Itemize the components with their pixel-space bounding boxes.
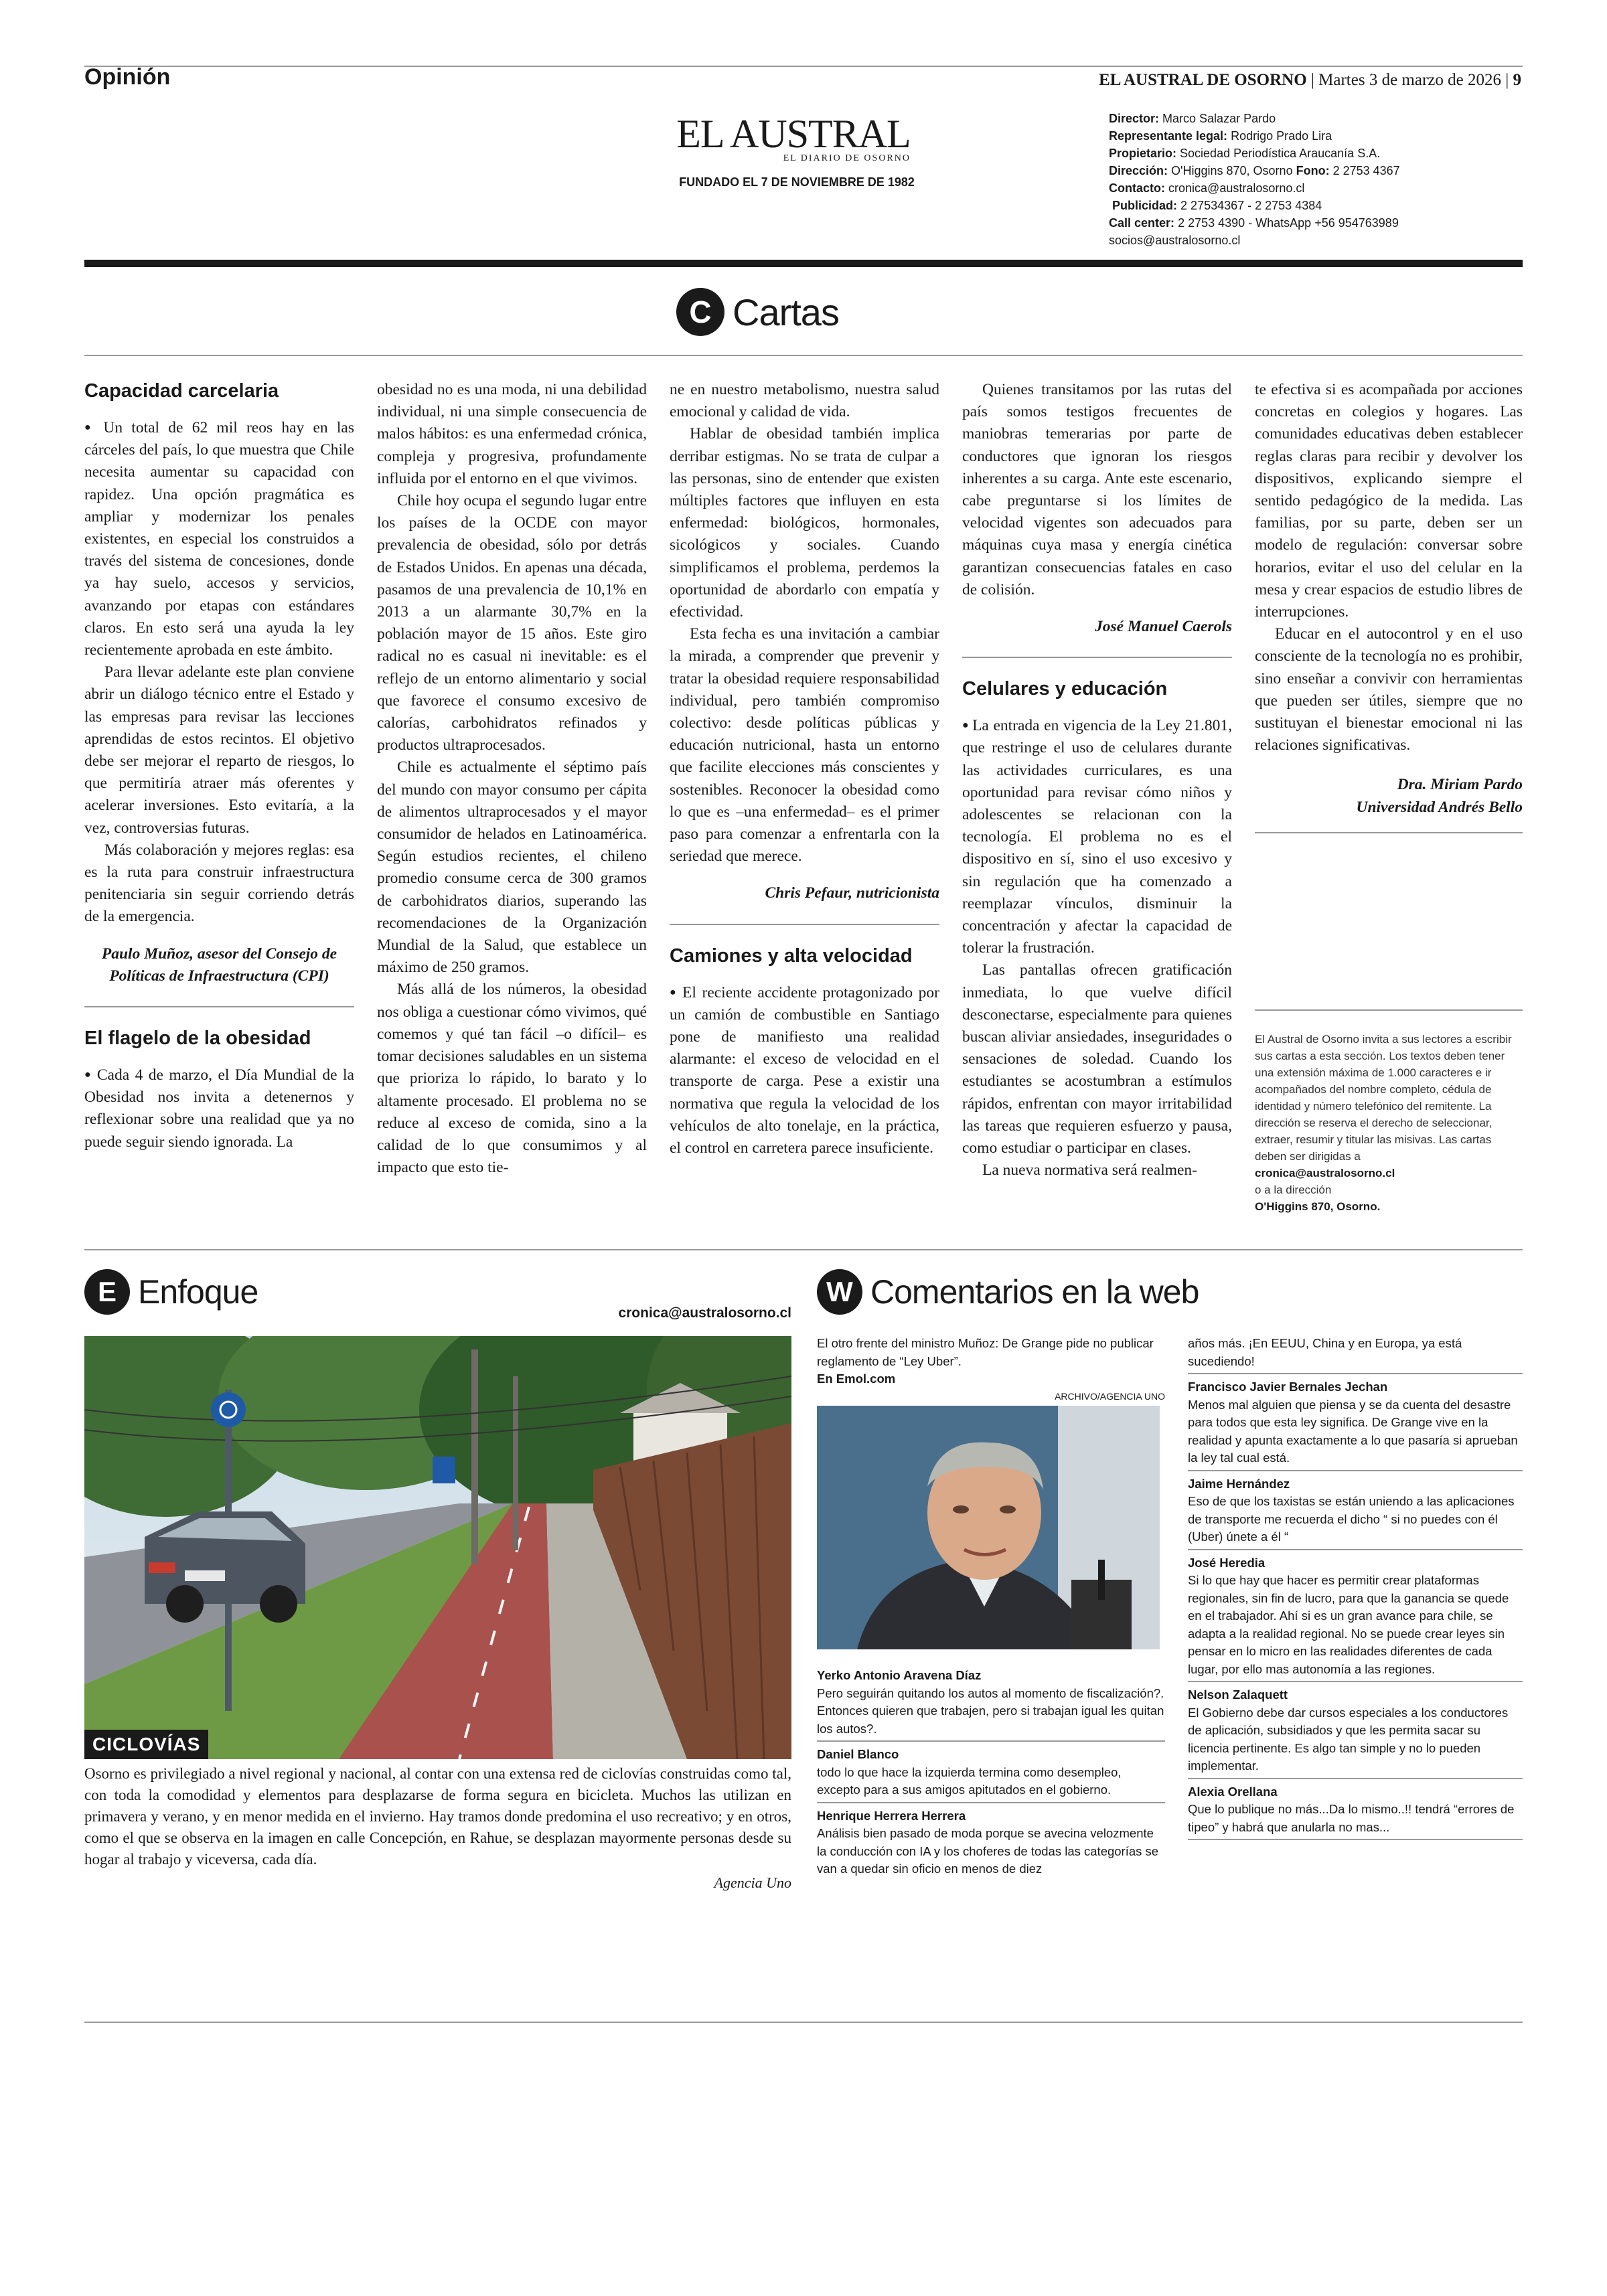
comment-separator	[1188, 1470, 1523, 1471]
web-photo-credit: ARCHIVO/AGENCIA UNO	[1055, 1390, 1165, 1402]
web-comment	[1188, 1475, 1523, 1546]
letters-column-4	[962, 379, 1232, 1182]
web-badge: W	[817, 1269, 862, 1315]
enfoque-email[interactable]: cronica@australosorno.cl	[618, 1305, 791, 1321]
bike-lane-illustration	[84, 1336, 791, 1759]
web-comment	[817, 1667, 1165, 1738]
letter-paragraph: Más colaboración y mejores reglas: esa es la ruta para construir infraestructura penitenciaria sin seguir corriendo detrás de la emergencia.	[84, 841, 354, 926]
letter-paragraph: Para llevar adelante este plan conviene abrir un diálogo técnico entre el Estado y las empresas para revisar las lecciones aprendidas de estos recintos. El objetivo debe ser mejorar el reparto de riesgos, lo que permitiría atraer más oferentes y acelerar inversiones. Esto evitaría, a la vez, controversias futuras.	[84, 663, 354, 837]
masthead-line: socios@australosorno.cl	[1109, 234, 1241, 247]
masthead-line: Call center: 2 2753 4390 - WhatsApp +56 954763989	[1109, 216, 1399, 230]
comment-separator	[1188, 1839, 1523, 1840]
folio-paper: EL AUSTRAL DE OSORNO	[1099, 71, 1307, 89]
logo-subtitle: EL DIARIO DE OSORNO	[783, 153, 911, 163]
letter-paragraph: Las pantallas ofrecen gratificación inmediata, lo que vuelve difícil desconectarse, especialmente para quienes buscan aliviar ansiedades, inseguridades o sensaciones de soledad. Cuando los estudiantes se acostumbran a estímulos rápidos, enfrentan con mayor irritabilidad las tareas que requieren esfuerzo y pausa, como estudiar o participar en clases.	[962, 961, 1232, 1157]
comment-author: Jaime Hernández	[1188, 1476, 1290, 1491]
web-comment	[817, 1746, 1165, 1799]
folio-date: Martes 3 de marzo de 2026	[1318, 71, 1501, 89]
comment-author: Yerko Antonio Aravena Díaz	[817, 1668, 982, 1682]
letter-signature: Chris Pefaur, nutricionista	[765, 884, 939, 902]
letters-column-2	[377, 379, 647, 1179]
letters-column-1	[84, 379, 354, 1153]
letter-signature-affiliation: Universidad Andrés Bello	[1356, 798, 1523, 816]
web-heading	[817, 1269, 1199, 1315]
note-rule	[1255, 1009, 1523, 1011]
letter-paragraph: Esta fecha es una invitación a cambiar la mirada, a comprender que prevenir y tratar la obesidad requiere responsabilidad individual, pero también compromiso colectivo: desde políticas públicas y educación nutricional, hasta un entorno que facilite elecciones más conscientes y sostenibles. Reconocer la obesidad como lo que es –una enfermedad– es el primer paso para comenzar a enfrentarla con la seriedad que merece.	[670, 625, 939, 866]
comment-text: todo lo que hace la izquierda termina como desempleo, excepto para a sus amigos apitutados en el gobierno.	[817, 1765, 1122, 1797]
web-comment	[817, 1807, 1165, 1878]
note-text: El Austral de Osorno invita a sus lectores a escribir sus cartas a esta sección. Los textos deben tener una extensión máxima de 1.000 caracteres e ir acompañados del nombre completo, cédula de identidad y número telefónico del remitente. La dirección se reserva el derecho de seleccionar, extraer, resumir y titular las misivas. Las cartas deben ser dirigidas a	[1255, 1033, 1512, 1163]
letter-paragraph: La nueva normativa será realmen-	[982, 1161, 1198, 1179]
masthead-line: Contacto: cronica@australosorno.cl	[1109, 181, 1305, 195]
letter-paragraph: Chile es actualmente el séptimo país del mundo con mayor consumo per cápita de alimentos ultraprocesados y el mayor consumidor de helados en Latinoamérica. Según estudios recientes, el chileno promedio consume cerca de 300 gramos de carbohidratos diarios, superando las recomendaciones de la Organización Mundial de la Salud, que establece un máximo de 250 gramos.	[377, 758, 647, 977]
letter-title: Celulares y educación	[962, 678, 1168, 700]
web-source: En Emol.com	[817, 1372, 896, 1386]
letter-separator	[1255, 832, 1523, 833]
letter-paragraph: obesidad no es una moda, ni una debilidad individual, ni una simple consecuencia de malos hábitos: es una enfermedad crónica, compleja y progresiva, profundamente influida por el entorno en el que vivimos.	[377, 381, 647, 487]
header-thick-rule	[84, 260, 1523, 267]
section-label: Opinión	[84, 64, 171, 90]
letter-paragraph: te efectiva si es acompañada por acciones concretas en colegios y hogares. Las comunidades educativas deben establecer reglas claras para recibir y devolver los dispositivos, explicando siempre el sentido pedagógico de la medida. Las familias, por su parte, deben ser un modelo de regulación: conversar sobre horarios, evitar el uso del celular en la mesa y crear espacios de estudio libres de interrupciones.	[1255, 381, 1523, 621]
web-title: Comentarios en la web	[870, 1273, 1199, 1311]
letters-column-5	[1255, 379, 1523, 852]
web-column-left	[817, 1335, 1165, 1403]
web-comment	[1188, 1378, 1523, 1467]
comment-text: El Gobierno debe dar cursos especiales a los conductores de aplicación, subsidiados y que les permita sacar su licencia pertinente. Es algo tan simple y no lo pueden implementar.	[1188, 1705, 1509, 1773]
enfoque-title: Enfoque	[138, 1273, 258, 1311]
comment-text: Que lo publique no más...Da lo mismo..!! tendrá “errores de tipeo” y habrá que anularla no mas...	[1188, 1802, 1515, 1834]
letter-paragraph: ● Cada 4 de marzo, el Día Mundial de la Obesidad nos invita a detenernos y reflexionar sobre una realidad que ya no puede seguir siendo ignorada. La	[84, 1064, 354, 1153]
letter-title: Camiones y alta velocidad	[670, 945, 913, 967]
masthead-line: Representante legal: Rodrigo Prado Lira	[1109, 129, 1332, 143]
photo-tag: CICLOVÍAS	[84, 1730, 208, 1759]
letter-paragraph: ● La entrada en vigencia de la Ley 21.801, que restringe el uso de celulares durante las actividades curriculares, es una oportunidad para revisar cómo niños y adolescentes se relacionan con la tecnología. El problema no es el dispositivo en sí, sino el uso excesivo y sin regulación que ha comenzado a reemplazar vínculos, disminuir la concentración y afectar la capacidad de tolerar la frustración.	[962, 714, 1232, 959]
comment-separator	[1188, 1778, 1523, 1779]
letter-paragraph: ● El reciente accidente protagonizado por un camión de combustible en Santiago pone de manifiesto una realidad alarmante: el exceso de velocidad en el transporte de carga. Pese a existir una normativa que regula la velocidad de los vehículos de alto tonelaje, en la práctica, el control en carretera parece insuficiente.	[670, 981, 939, 1160]
note-email[interactable]: cronica@australosorno.cl	[1255, 1167, 1395, 1179]
comment-author: Daniel Blanco	[817, 1747, 899, 1761]
cartas-bottom-rule	[84, 1249, 1523, 1250]
letter-paragraph: Hablar de obesidad también implica derribar estigmas. No se trata de culpar a las personas, sino de entender que existen múltiples factores que influyen en esta enfermedad: biológicos, hormonales, sicológicos y sociales. Cuando simplificamos el problema, perdemos la oportunidad de abordarlo con empatía y efectividad.	[670, 425, 939, 621]
web-comments-left	[817, 1667, 1165, 1878]
comment-separator	[1188, 1681, 1523, 1682]
letter-separator	[84, 1006, 354, 1007]
enfoque-badge: E	[84, 1269, 130, 1315]
cartas-title: Cartas	[733, 291, 839, 333]
ciclovias-photo	[84, 1336, 791, 1759]
comment-text: Si lo que hay que hacer es permitir crear plataformas regionales, sin fin de lucro, para que la ganancia se quede en el trabajador. Ahí si es un gran avance para chile, se adapta a la realidad regional. No se puede crear leyes sin pensar en lo micro en las realidades diferentes de cada lugar, por ello mas autonomía a las regiones.	[1188, 1573, 1509, 1676]
web-headline[interactable]: El otro frente del ministro Muñoz: De Grange pide no publicar reglamento de “Ley Uber”.	[817, 1336, 1154, 1368]
letter-title: Capacidad carcelaria	[84, 380, 279, 402]
web-comments-right	[1188, 1335, 1523, 1844]
letter-paragraph: Más allá de los números, la obesidad nos obliga a cuestionar cómo vivimos, qué comemos y qué tan fácil –o difícil– es tomar decisiones saludables en un sistema que prioriza lo rápido, lo barato y lo altamente procesado. El problema no se reduce al exceso de comida, sino a la calidad de lo que consumimos y al impacto que esto tie-	[377, 981, 647, 1177]
masthead-line: Dirección: O'Higgins 870, Osorno Fono: 2 2753 4367	[1109, 164, 1400, 177]
comment-text: Menos mal alguien que piensa y se da cuenta del desastre para todos que esta ley significa. De Grange vive en la realidad y apunta exactamente a lo que pasaría si aprueban la ley tal cual está.	[1188, 1397, 1518, 1465]
letter-paragraph: Chile hoy ocupa el segundo lugar entre los países de la OCDE con mayor prevalencia de obesidad, sólo por detrás de Estados Unidos. En apenas una década, pasamos de una prevalencia de 10,1% en 2013 a un alarmante 30,7% en la población mayor de 15 años. Este giro radical no es casual ni inevitable: es el reflejo de un entorno alimentario y social que favorece el consumo excesivo de calorías, carbohidratos refinados y productos ultraprocesados.	[377, 492, 647, 754]
cartas-rule	[84, 355, 1523, 356]
minister-photo	[817, 1406, 1160, 1649]
comment-separator	[817, 1802, 1165, 1803]
comment-separator	[817, 1740, 1165, 1742]
top-rule	[84, 66, 1523, 67]
comment-author: Francisco Javier Bernales Jechan	[1188, 1380, 1388, 1394]
letter-signature: Paulo Muñoz, asesor del Consejo de Políticas de Infraestructura (CPI)	[101, 945, 337, 985]
logo-title: EL AUSTRAL	[676, 112, 911, 156]
cartas-heading	[676, 288, 839, 336]
folio-page: 9	[1513, 71, 1521, 89]
comment-text: Eso de que los taxistas se están uniendo a las aplicaciones de transporte me recuerda el dicho “ si no puedes con él (Uber) únete a él “	[1188, 1494, 1515, 1544]
portrait-illustration	[817, 1406, 1160, 1649]
web-comment	[1188, 1783, 1523, 1837]
web-comment	[1188, 1686, 1523, 1775]
page-bottom-rule	[84, 2022, 1523, 2023]
comment-continued: años más. ¡En EEUU, China y en Europa, ya está sucediendo!	[1188, 1336, 1462, 1368]
founded-line: FUNDADO EL 7 DE NOVIEMBRE DE 1982	[679, 175, 915, 189]
comment-text: Análisis bien pasado de moda porque se avecina velozmente la conducción con IA y los choferes de todas las categorías se van a quedar sin oficio en menos de diez	[817, 1826, 1159, 1876]
comment-separator	[1188, 1549, 1523, 1550]
comment-author: Henrique Herrera Herrera	[817, 1808, 966, 1823]
letter-title: El flagelo de la obesidad	[84, 1028, 311, 1050]
masthead-line: Director: Marco Salazar Pardo	[1109, 112, 1276, 125]
newspaper-logo	[676, 111, 911, 164]
note-or: o a la dirección	[1255, 1183, 1332, 1196]
letters-column-3	[670, 379, 939, 1159]
letter-separator	[962, 657, 1232, 658]
note-address: O'Higgins 870, Osorno.	[1255, 1200, 1381, 1213]
letter-separator	[670, 924, 939, 925]
comment-author: Nelson Zalaquett	[1188, 1688, 1288, 1702]
letter-signature: José Manuel Caerols	[1095, 618, 1232, 636]
letter-paragraph: ● Un total de 62 mil reos hay en las cárceles del país, lo que muestra que Chile necesita aumentar su capacidad con rapidez. Una opción pragmática es ampliar y modernizar los penales existentes, en especial los construidos a través del sistema de concesiones, donde ya hay suelo, accesos y servicios, avanzando por etapas con estándares claros. En esto será una ayuda la ley recientemente aprobada en este ámbito.	[84, 416, 354, 661]
masthead-line: Propietario: Sociedad Periodística Araucanía S.A.	[1109, 147, 1381, 160]
letter-paragraph: Quienes transitamos por las rutas del país somos testigos frecuentes de maniobras temerarias por parte de conductores que ignoran los riesgos inherentes a su carga. Ante este escenario, cabe preguntarse si los límites de velocidad vigentes son adecuados para máquinas cuya masa y energía cinética garantizan consecuencias fatales en caso de colisión.	[962, 381, 1232, 598]
web-comment	[1188, 1554, 1523, 1679]
masthead-line: Publicidad: 2 27534367 - 2 2753 4384	[1112, 199, 1322, 212]
enfoque-caption: Osorno es privilegiado a nivel regional y nacional, al contar con una extensa red de ciclovías construidas como tal, con toda la comodidad y elementos para desplazarse de forma segura en bicicleta. Muchos las utilizan en primavera y verano, y en menor medida en el invierno. Hay tramos donde predomina el uso recreativo; y en otros, como el que se observa en la imagen en calle Concepción, en Rahue, se desplazan mayormente personas desde su hogar al trabajo y viceversa, cada día.	[84, 1765, 791, 1868]
enfoque-heading	[84, 1269, 258, 1315]
comment-separator	[1188, 1373, 1523, 1374]
letter-signature-name: Dra. Miriam Pardo	[1397, 776, 1523, 794]
enfoque-credit: Agencia Uno	[714, 1874, 791, 1891]
cartas-badge: C	[676, 288, 724, 336]
masthead-credits	[1109, 110, 1484, 249]
submission-note	[1255, 1031, 1523, 1215]
comment-author: Alexia Orellana	[1188, 1784, 1278, 1799]
comment-text: Pero seguirán quitando los autos al momento de fiscalización?. Entonces quieren que trabajen, pero si trabajan igual les quitan los autos?.	[817, 1686, 1164, 1736]
letter-paragraph: Educar en el autocontrol y en el uso consciente de la tecnología no es prohibir, sino enseñar a convivir con herramientas que pueden ser útiles, siempre que no sustituyan el bienestar emocional ni las relaciones significativas.	[1255, 625, 1523, 754]
letter-paragraph: ne en nuestro metabolismo, nuestra salud emocional y calidad de vida.	[670, 381, 939, 421]
folio: EL AUSTRAL DE OSORNO | Martes 3 de marzo de 2026 | 9	[1099, 71, 1521, 89]
comment-author: José Heredia	[1188, 1555, 1266, 1570]
